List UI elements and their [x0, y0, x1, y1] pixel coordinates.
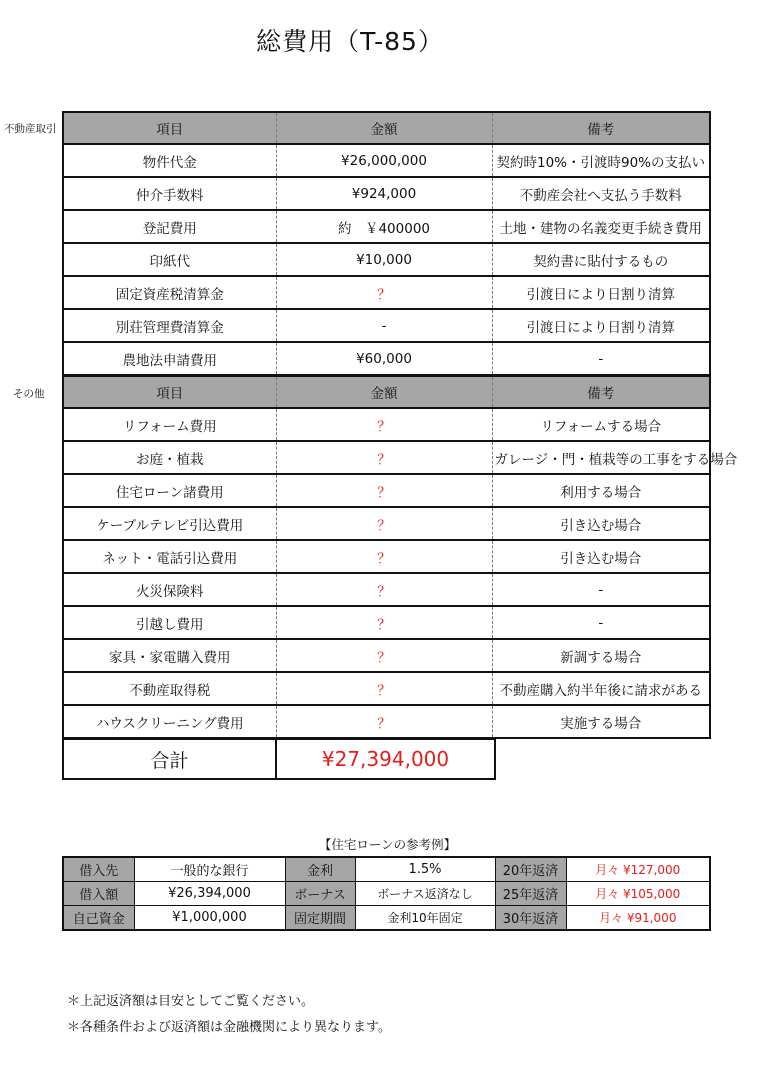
item-cell: 印紙代 [63, 243, 276, 276]
cost-table [62, 111, 738, 739]
amount-cell: ？ [276, 639, 492, 672]
amount-cell: ？ [276, 441, 492, 474]
loan-label: 金利 [285, 857, 355, 882]
page-title: 総費用（T-85） [256, 27, 444, 56]
item-cell: 家具・家電購入費用 [63, 639, 276, 672]
table-row [63, 573, 710, 606]
section-label-other: その他 [13, 388, 45, 400]
header-amount: 金額 [276, 376, 492, 409]
loan-label: 25年返済 [495, 882, 566, 906]
loan-value: ¥26,394,000 [134, 882, 285, 906]
amount-cell: ¥10,000 [276, 243, 492, 276]
item-cell: 登記費用 [63, 210, 276, 243]
item-cell: 固定資産税清算金 [63, 276, 276, 309]
header-note: 備考 [492, 376, 710, 409]
table-row [63, 474, 710, 507]
table-row [63, 210, 710, 243]
amount-cell: ？ [276, 507, 492, 540]
amount-cell: ？ [276, 606, 492, 639]
table-row [63, 243, 710, 276]
item-cell: 農地法申請費用 [63, 342, 276, 376]
note-cell: 契約時10%・引渡時90%の支払い [492, 144, 710, 177]
table-row [63, 276, 710, 309]
note-cell: 新調する場合 [492, 639, 710, 672]
table-row [63, 144, 710, 177]
loan-label: ボーナス [285, 882, 355, 906]
amount-cell: ？ [276, 276, 492, 309]
item-cell: 住宅ローン諸費用 [63, 474, 276, 507]
header-amount: 金額 [276, 112, 492, 144]
header-note: 備考 [492, 112, 710, 144]
note-cell: 不動産会社へ支払う手数料 [492, 177, 710, 210]
note-cell: 実施する場合 [492, 705, 710, 738]
note-cell: 利用する場合 [492, 474, 710, 507]
note-cell: 引き込む場合 [492, 507, 710, 540]
table-row [63, 342, 710, 376]
amount-cell: ？ [276, 540, 492, 573]
note-cell: 引渡日により日割り清算 [492, 309, 710, 342]
loan-example-title: 【住宅ローンの参考例】 [318, 837, 457, 852]
item-cell: 仲介手数料 [63, 177, 276, 210]
note-cell: - [492, 573, 710, 606]
item-cell: リフォーム費用 [63, 408, 276, 441]
table-row [63, 441, 710, 474]
amount-cell: - [276, 309, 492, 342]
header-row-other [63, 376, 710, 409]
table-row [63, 540, 710, 573]
item-cell: 火災保険料 [63, 573, 276, 606]
table-row [63, 639, 710, 672]
item-cell: ケーブルテレビ引込費用 [63, 507, 276, 540]
note-cell: ガレージ・門・植栽等の工事をする場合 [492, 441, 710, 474]
total-table [62, 738, 496, 780]
amount-cell: 約 ￥400000 [276, 210, 492, 243]
note-cell: - [492, 606, 710, 639]
item-cell: 物件代金 [63, 144, 276, 177]
item-cell: ネット・電話引込費用 [63, 540, 276, 573]
note-cell: - [492, 342, 710, 376]
amount-cell: ？ [276, 573, 492, 606]
footer-note-1: ＊上記返済額は目安としてご覧ください。 [67, 994, 315, 1009]
note-cell: リフォームする場合 [492, 408, 710, 441]
loan-value: 月々 ¥91,000 [566, 906, 710, 931]
loan-value: 月々 ¥105,000 [566, 882, 710, 906]
loan-table [62, 856, 711, 931]
header-item: 項目 [63, 376, 276, 409]
section-label-real-estate: 不動産取引 [4, 123, 57, 135]
loan-row [63, 906, 710, 931]
amount-cell: ¥60,000 [276, 342, 492, 376]
note-cell: 引き込む場合 [492, 540, 710, 573]
loan-value: 1.5% [355, 857, 495, 882]
item-cell: 別荘管理費清算金 [63, 309, 276, 342]
loan-label: 固定期間 [285, 906, 355, 931]
loan-value: 月々 ¥127,000 [566, 857, 710, 882]
table-row [63, 705, 710, 738]
table-row [63, 177, 710, 210]
header-item: 項目 [63, 112, 276, 144]
note-cell: 土地・建物の名義変更手続き費用 [492, 210, 710, 243]
amount-cell: ？ [276, 474, 492, 507]
loan-value: 金利10年固定 [355, 906, 495, 931]
loan-label: 30年返済 [495, 906, 566, 931]
amount-cell: ？ [276, 705, 492, 738]
item-cell: 不動産取得税 [63, 672, 276, 705]
item-cell: 引越し費用 [63, 606, 276, 639]
loan-row [63, 882, 710, 906]
loan-row [63, 857, 710, 882]
amount-cell: ¥924,000 [276, 177, 492, 210]
total-label: 合計 [63, 739, 276, 779]
amount-cell: ？ [276, 408, 492, 441]
loan-label: 20年返済 [495, 857, 566, 882]
table-row [63, 606, 710, 639]
loan-value: ¥1,000,000 [134, 906, 285, 931]
footer-note-2: ＊各種条件および返済額は金融機関により異なります。 [67, 1020, 391, 1035]
table-row [63, 672, 710, 705]
amount-cell: ？ [276, 672, 492, 705]
loan-value: ボーナス返済なし [355, 882, 495, 906]
loan-label: 借入額 [63, 882, 134, 906]
item-cell: ハウスクリーニング費用 [63, 705, 276, 738]
table-row [63, 408, 710, 441]
item-cell: お庭・植栽 [63, 441, 276, 474]
loan-label: 自己資金 [63, 906, 134, 931]
loan-value: 一般的な銀行 [134, 857, 285, 882]
loan-label: 借入先 [63, 857, 134, 882]
note-cell: 引渡日により日割り清算 [492, 276, 710, 309]
total-row [63, 739, 495, 779]
header-row-real-estate [63, 112, 710, 144]
note-cell: 契約書に貼付するもの [492, 243, 710, 276]
total-value: ¥27,394,000 [276, 739, 495, 779]
table-row [63, 309, 710, 342]
amount-cell: ¥26,000,000 [276, 144, 492, 177]
table-row [63, 507, 710, 540]
note-cell: 不動産購入約半年後に請求がある [492, 672, 710, 705]
